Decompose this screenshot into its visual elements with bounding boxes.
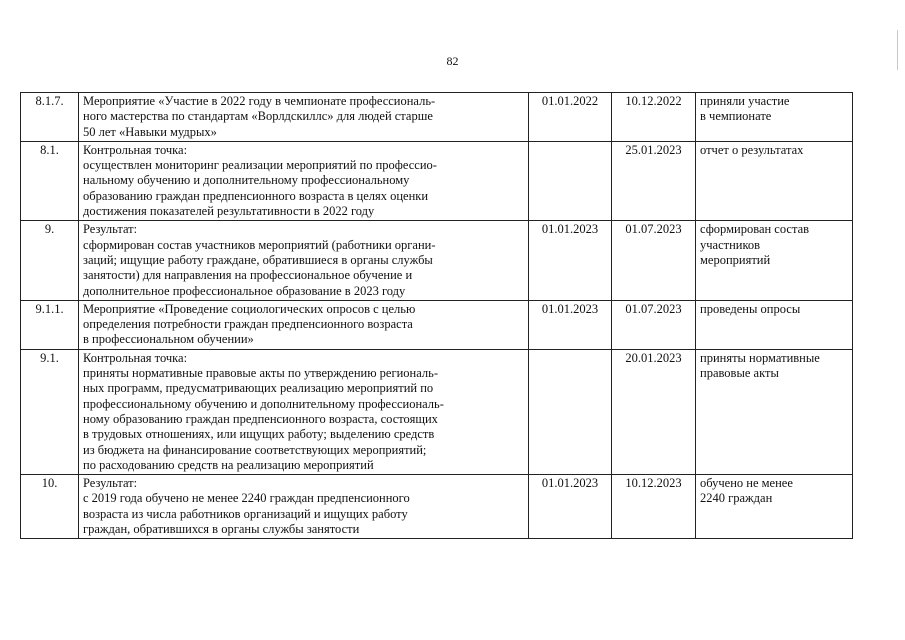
table-row <box>21 93 853 142</box>
row-description: Мероприятие «Участие в 2022 году в чемпионате профессиональ- ного мастерства по стандартам «Ворлдскиллс» для людей старше 50 лет «Навыки мудрых» <box>79 93 529 142</box>
row-number: 9.1. <box>21 349 79 474</box>
row-description: Результат: с 2019 года обучено не менее 2240 граждан предпенсионного возраста из числа работников организаций и ищущих работу граждан, обратившихся в органы службы занятости <box>79 475 529 539</box>
start-date: 01.01.2022 <box>529 93 612 142</box>
end-date: 01.07.2023 <box>612 221 696 300</box>
table-row <box>21 475 853 539</box>
end-date: 25.01.2023 <box>612 141 696 220</box>
row-description: Контрольная точка: приняты нормативные правовые акты по утверждению региональ- ных программ, предусматривающих реализацию мероприятий по профессиональному обучению и дополнительному профессиональ- ному образованию граждан предпенсионного возраста, состоящих в трудовых отношениях, или ищущих работу; выделению средств из бюджета на финансирование соответствующих мероприятий; по расходованию средств на реализацию мероприятий <box>79 349 529 474</box>
row-description: Результат: сформирован состав участников мероприятий (работники органи- заций; ищущие работу граждане, обратившиеся в органы службы занятости) для направления на профессиональное обучение и дополнительное профессиональное образование в 2023 году <box>79 221 529 300</box>
row-number: 9. <box>21 221 79 300</box>
row-number: 10. <box>21 475 79 539</box>
row-result: отчет о результатах <box>696 141 853 220</box>
start-date <box>529 349 612 474</box>
table-row <box>21 300 853 349</box>
row-result: приняты нормативные правовые акты <box>696 349 853 474</box>
scan-edge-line <box>897 30 898 70</box>
end-date: 10.12.2022 <box>612 93 696 142</box>
row-description: Контрольная точка: осуществлен мониторинг реализации мероприятий по профессио- нальному обучению и дополнительному профессиональному образованию граждан предпенсионного возраста в целях оценки достижения показателей результативности в 2022 году <box>79 141 529 220</box>
start-date: 01.01.2023 <box>529 221 612 300</box>
row-result: обучено не менее 2240 граждан <box>696 475 853 539</box>
start-date <box>529 141 612 220</box>
table-row <box>21 221 853 300</box>
row-result: приняли участие в чемпионате <box>696 93 853 142</box>
row-description: Мероприятие «Проведение социологических опросов с целью определения потребности граждан предпенсионного возраста в профессиональном обучении» <box>79 300 529 349</box>
page-number: 82 <box>446 54 459 68</box>
end-date: 01.07.2023 <box>612 300 696 349</box>
row-result: сформирован состав участников мероприятий <box>696 221 853 300</box>
start-date: 01.01.2023 <box>529 300 612 349</box>
plan-table <box>20 92 853 539</box>
row-number: 9.1.1. <box>21 300 79 349</box>
end-date: 10.12.2023 <box>612 475 696 539</box>
row-number: 8.1. <box>21 141 79 220</box>
row-result: проведены опросы <box>696 300 853 349</box>
start-date: 01.01.2023 <box>529 475 612 539</box>
end-date: 20.01.2023 <box>612 349 696 474</box>
table-row <box>21 141 853 220</box>
row-number: 8.1.7. <box>21 93 79 142</box>
table-row <box>21 349 853 474</box>
